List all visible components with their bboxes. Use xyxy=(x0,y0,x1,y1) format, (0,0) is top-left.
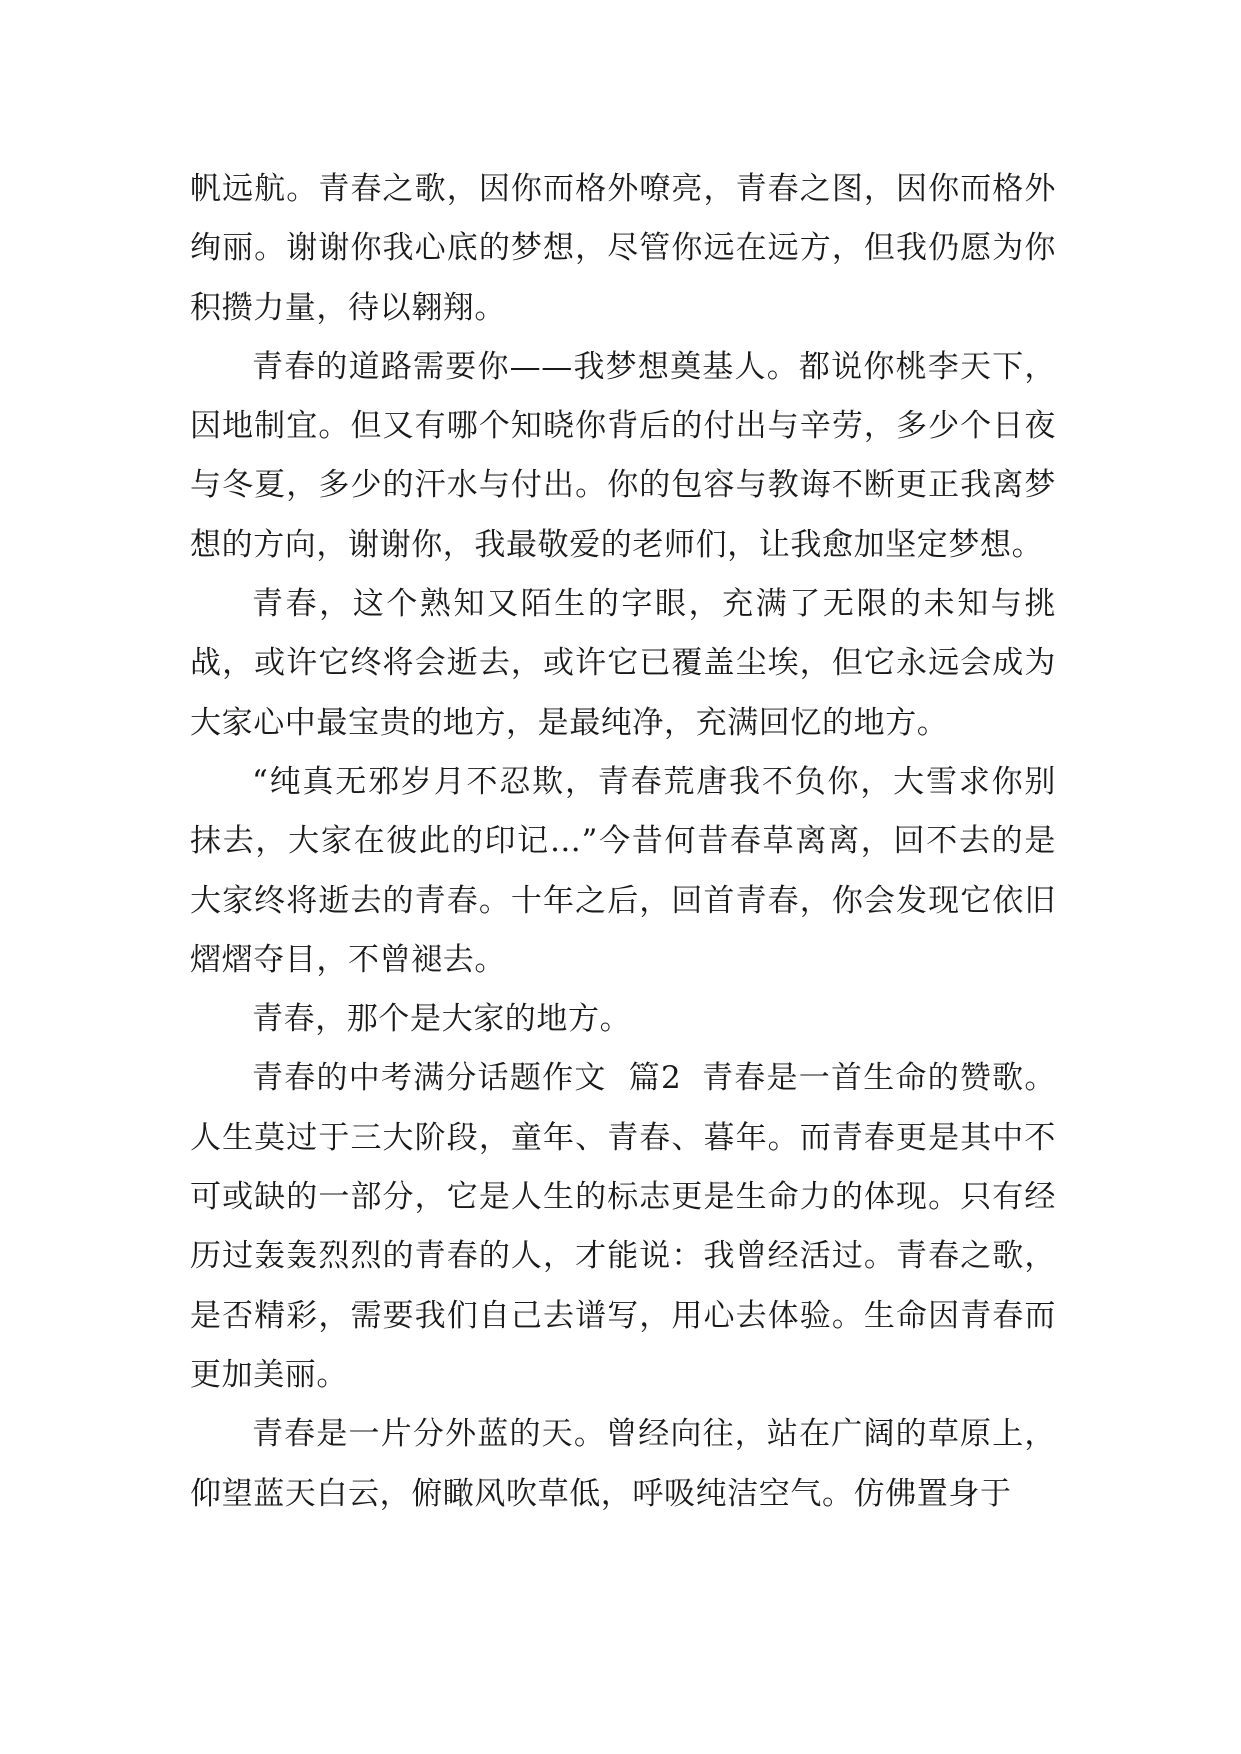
section-paragraph xyxy=(190,1049,1056,1405)
section-first-paragraph-text: 青春是一首生命的赞歌。人生莫过于三大阶段，童年、青春、暮年。而青春更是其中不可或缺的一部分，它是人生的标志更是生命力的体现。只有经历过轰轰烈烈的青春的人，才能说：我曾经活过。青春之歌，是否精彩，需要我们自己去谱写，用心去体验。生命因青春而更加美丽。 xyxy=(190,1060,1056,1393)
paragraph-1: 帆远航。青春之歌，因你而格外嘹亮，青春之图，因你而格外绚丽。谢谢你我心底的梦想，尽管你远在远方，但我仍愿为你积攒力量，待以翱翔。 xyxy=(190,171,1056,326)
document-body xyxy=(190,160,1056,1524)
paragraph-7: 青春是一片分外蓝的天。曾经向往，站在广阔的草原上，仰望蓝天白云，俯瞰风吹草低，呼吸纯洁空气。仿佛置身于 xyxy=(190,1416,1056,1512)
paragraph-5: 青春，那个是大家的地方。 xyxy=(252,1001,632,1038)
paragraph-4: “纯真无邪岁月不忍欺，青春荒唐我不负你，大雪求你别抹去，大家在彼此的印记…”今昔何昔春草离离，回不去的是大家终将逝去的青春。十年之后，回首青春，你会发现它依旧熠熠夺目，不曾褪去。 xyxy=(190,763,1056,978)
paragraph-3: 青春，这个熟知又陌生的字眼，充满了无限的未知与挑战，或许它终将会逝去，或许它已覆盖尘埃，但它永远会成为大家心中最宝贵的地方，是最纯净，充满回忆的地方。 xyxy=(190,586,1056,741)
paragraph-2: 青春的道路需要你——我梦想奠基人。都说你桃李天下，因地制宜。但又有哪个知晓你背后的付出与辛劳，多少个日夜与冬夏，多少的汗水与付出。你的包容与教诲不断更正我离梦想的方向，谢谢你，我最敬爱的老师们，让我愈加坚定梦想。 xyxy=(190,348,1056,563)
section-heading: 青春的中考满分话题作文 篇2 xyxy=(252,1060,682,1097)
